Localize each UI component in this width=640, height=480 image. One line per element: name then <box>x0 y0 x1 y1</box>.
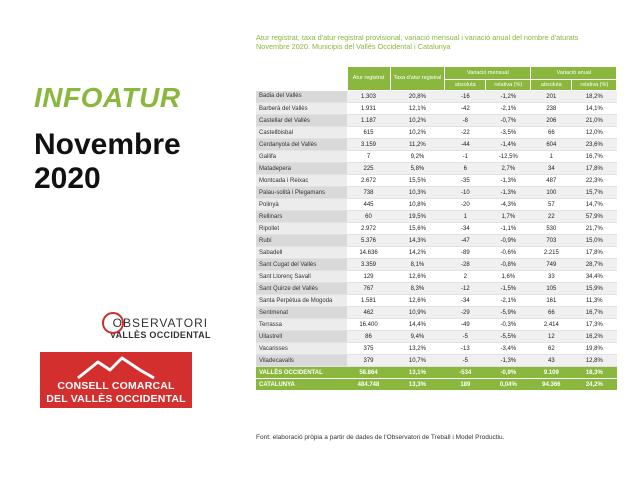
value-cell: -8 <box>445 115 486 127</box>
value-cell: 23,6% <box>572 139 617 151</box>
value-cell: -4,3% <box>486 199 531 211</box>
value-cell: 18,3% <box>572 367 617 379</box>
value-cell: 5.376 <box>347 235 390 247</box>
municipality-cell: Rubí <box>256 235 347 247</box>
value-cell: 484.748 <box>347 379 390 391</box>
municipality-cell: CATALUNYA <box>256 379 347 391</box>
value-cell: 379 <box>347 355 390 367</box>
value-cell: -2,1% <box>486 295 531 307</box>
value-cell: 2.215 <box>531 247 572 259</box>
municipality-cell: Gallifa <box>256 151 347 163</box>
value-cell: -1,3% <box>486 175 531 187</box>
value-cell: 22,3% <box>572 175 617 187</box>
municipality-cell: Sabadell <box>256 247 347 259</box>
value-cell: 9,4% <box>390 331 445 343</box>
table-row <box>256 127 617 139</box>
value-cell: 225 <box>347 163 390 175</box>
municipality-cell: Sentmenat <box>256 307 347 319</box>
value-cell: -1,4% <box>486 139 531 151</box>
header-anual-absoluta: absoluta <box>531 80 572 91</box>
value-cell: 738 <box>347 187 390 199</box>
value-cell: 13,3% <box>390 379 445 391</box>
value-cell: 1 <box>445 211 486 223</box>
value-cell: -5,5% <box>486 331 531 343</box>
value-cell: 12 <box>531 331 572 343</box>
value-cell: -1 <box>445 151 486 163</box>
value-cell: 8,3% <box>390 283 445 295</box>
table-row <box>256 115 617 127</box>
value-cell: 10,8% <box>390 199 445 211</box>
consell-logo-line1: CONSELL COMARCAL <box>57 380 175 392</box>
value-cell: 15,0% <box>572 235 617 247</box>
value-cell: -0,6% <box>486 247 531 259</box>
table-row <box>256 259 617 271</box>
value-cell: 17,8% <box>572 247 617 259</box>
value-cell: 15,6% <box>390 223 445 235</box>
value-cell: 5,8% <box>390 163 445 175</box>
value-cell: 703 <box>531 235 572 247</box>
value-cell: 22 <box>531 211 572 223</box>
value-cell: -3,5% <box>486 127 531 139</box>
report-month: Novembre <box>34 128 181 161</box>
table-row <box>256 175 617 187</box>
table-row <box>256 307 617 319</box>
value-cell: 767 <box>347 283 390 295</box>
value-cell: 11,2% <box>390 139 445 151</box>
value-cell: 100 <box>531 187 572 199</box>
value-cell: 18,2% <box>572 91 617 103</box>
value-cell: -20 <box>445 199 486 211</box>
value-cell: 12,0% <box>572 127 617 139</box>
observatori-logo <box>110 316 211 340</box>
table-title <box>256 33 616 51</box>
value-cell: -12 <box>445 283 486 295</box>
value-cell: 21,7% <box>572 223 617 235</box>
header-var-mensual: Variació mensual <box>445 67 531 80</box>
table-row <box>256 139 617 151</box>
value-cell: -49 <box>445 319 486 331</box>
value-cell: 12,6% <box>390 271 445 283</box>
table-total-row <box>256 367 617 379</box>
municipality-cell: Sant Cugat del Vallès <box>256 259 347 271</box>
municipality-cell: Ripollet <box>256 223 347 235</box>
value-cell: 19,8% <box>572 343 617 355</box>
value-cell: 7 <box>347 151 390 163</box>
value-cell: -44 <box>445 139 486 151</box>
value-cell: 604 <box>531 139 572 151</box>
municipality-cell: Rellinars <box>256 211 347 223</box>
header-taxa: Taxa d'atur registral <box>390 67 445 91</box>
table-row <box>256 199 617 211</box>
value-cell: 17,8% <box>572 163 617 175</box>
value-cell: -12,5% <box>486 151 531 163</box>
value-cell: -0,3% <box>486 319 531 331</box>
value-cell: 16,7% <box>572 307 617 319</box>
value-cell: 15,5% <box>390 175 445 187</box>
table-row <box>256 283 617 295</box>
value-cell: 86 <box>347 331 390 343</box>
table-title-line1: Atur registrat, taxa d'atur registral provisional, variació mensual i variació anual del nombre d'aturats <box>256 33 579 42</box>
table-row <box>256 355 617 367</box>
value-cell: 60 <box>347 211 390 223</box>
value-cell: 28,7% <box>572 259 617 271</box>
municipality-cell: Viladecavalls <box>256 355 347 367</box>
value-cell: 33 <box>531 271 572 283</box>
table-row <box>256 91 617 103</box>
value-cell: 206 <box>531 115 572 127</box>
value-cell: 10,2% <box>390 127 445 139</box>
value-cell: 17,3% <box>572 319 617 331</box>
value-cell: 14,4% <box>390 319 445 331</box>
value-cell: 16,7% <box>572 151 617 163</box>
value-cell: 445 <box>347 199 390 211</box>
value-cell: 2.672 <box>347 175 390 187</box>
value-cell: 615 <box>347 127 390 139</box>
value-cell: 749 <box>531 259 572 271</box>
value-cell: 24,2% <box>572 379 617 391</box>
value-cell: 57 <box>531 199 572 211</box>
value-cell: 21,0% <box>572 115 617 127</box>
value-cell: 43 <box>531 355 572 367</box>
value-cell: -3,4% <box>486 343 531 355</box>
source-note: Font: elaboració pròpia a partir de dades de l'Observatori de Treball i Model Productiu. <box>256 434 505 441</box>
value-cell: -0,8% <box>486 259 531 271</box>
value-cell: 462 <box>347 307 390 319</box>
value-cell: 12,6% <box>390 295 445 307</box>
consell-comarcal-logo <box>40 352 192 408</box>
table-title-line2: Novembre 2020. Municipis del Vallès Occidental i Catalunya <box>256 42 451 51</box>
value-cell: -1,5% <box>486 283 531 295</box>
value-cell: -35 <box>445 175 486 187</box>
table-row <box>256 295 617 307</box>
value-cell: 34 <box>531 163 572 175</box>
table-row <box>256 223 617 235</box>
value-cell: 375 <box>347 343 390 355</box>
value-cell: -22 <box>445 127 486 139</box>
value-cell: -5 <box>445 331 486 343</box>
value-cell: 2 <box>445 271 486 283</box>
value-cell: -534 <box>445 367 486 379</box>
value-cell: 1.581 <box>347 295 390 307</box>
value-cell: -16 <box>445 91 486 103</box>
value-cell: 238 <box>531 103 572 115</box>
value-cell: -5,9% <box>486 307 531 319</box>
value-cell: 16,2% <box>572 331 617 343</box>
value-cell: -1,3% <box>486 355 531 367</box>
value-cell: 19,5% <box>390 211 445 223</box>
value-cell: -5 <box>445 355 486 367</box>
value-cell: -0,7% <box>486 115 531 127</box>
value-cell: 14,3% <box>390 235 445 247</box>
value-cell: 1.187 <box>347 115 390 127</box>
value-cell: 15,9% <box>572 283 617 295</box>
value-cell: 9.109 <box>531 367 572 379</box>
value-cell: 105 <box>531 283 572 295</box>
table-row <box>256 211 617 223</box>
municipality-cell: Palau-solità i Plegamans <box>256 187 347 199</box>
unemployment-table <box>256 66 617 391</box>
value-cell: 3.159 <box>347 139 390 151</box>
value-cell: 1,6% <box>486 271 531 283</box>
value-cell: 14,2% <box>390 247 445 259</box>
value-cell: 58.864 <box>347 367 390 379</box>
value-cell: -34 <box>445 295 486 307</box>
value-cell: 3.359 <box>347 259 390 271</box>
municipality-cell: Terrassa <box>256 319 347 331</box>
table-row <box>256 271 617 283</box>
header-mensual-relativa: relativa (%) <box>486 80 531 91</box>
value-cell: -1,1% <box>486 223 531 235</box>
municipality-cell: Castellar del Vallès <box>256 115 347 127</box>
value-cell: -1,3% <box>486 187 531 199</box>
value-cell: 9,2% <box>390 151 445 163</box>
value-cell: 15,7% <box>572 187 617 199</box>
municipality-cell: Sant Quirze del Vallès <box>256 283 347 295</box>
value-cell: -2,1% <box>486 103 531 115</box>
observatori-logo-line1: OBSERVATORI <box>112 316 209 330</box>
observatori-ring-icon <box>102 312 124 334</box>
value-cell: -42 <box>445 103 486 115</box>
value-cell: 66 <box>531 307 572 319</box>
value-cell: 34,4% <box>572 271 617 283</box>
municipality-cell: Vacarisses <box>256 343 347 355</box>
value-cell: 14,1% <box>572 103 617 115</box>
value-cell: 1 <box>531 151 572 163</box>
value-cell: 12,8% <box>572 355 617 367</box>
value-cell: 2.414 <box>531 319 572 331</box>
municipality-cell: Polinyà <box>256 199 347 211</box>
value-cell: 10,9% <box>390 307 445 319</box>
value-cell: 201 <box>531 91 572 103</box>
value-cell: 0,04% <box>486 379 531 391</box>
value-cell: 530 <box>531 223 572 235</box>
value-cell: 2,7% <box>486 163 531 175</box>
observatori-logo-line2: VALLÈS OCCIDENTAL <box>110 330 211 340</box>
value-cell: -89 <box>445 247 486 259</box>
value-cell: -10 <box>445 187 486 199</box>
value-cell: 10,3% <box>390 187 445 199</box>
table-row <box>256 319 617 331</box>
value-cell: 16.400 <box>347 319 390 331</box>
municipality-cell: Badia del Vallès <box>256 91 347 103</box>
value-cell: 2.972 <box>347 223 390 235</box>
value-cell: 94.366 <box>531 379 572 391</box>
table-row <box>256 187 617 199</box>
value-cell: 11,3% <box>572 295 617 307</box>
municipality-cell: VALLÈS OCCIDENTAL <box>256 367 347 379</box>
value-cell: 10,7% <box>390 355 445 367</box>
municipality-cell: Barberà del Vallès <box>256 103 347 115</box>
mountain-icon <box>40 352 192 382</box>
municipality-cell: Montcada i Reixac <box>256 175 347 187</box>
value-cell: -0,9% <box>486 367 531 379</box>
value-cell: 161 <box>531 295 572 307</box>
table-row <box>256 247 617 259</box>
value-cell: -28 <box>445 259 486 271</box>
table-row <box>256 331 617 343</box>
value-cell: -1,2% <box>486 91 531 103</box>
table-row <box>256 343 617 355</box>
value-cell: 66 <box>531 127 572 139</box>
value-cell: -13 <box>445 343 486 355</box>
report-year: 2020 <box>34 162 101 195</box>
municipality-cell: Sant Llorenç Savall <box>256 271 347 283</box>
value-cell: 20,8% <box>390 91 445 103</box>
header-var-anual: Variació anual <box>531 67 617 80</box>
value-cell: 1.931 <box>347 103 390 115</box>
value-cell: 57,9% <box>572 211 617 223</box>
value-cell: 12,1% <box>390 103 445 115</box>
value-cell: 13,2% <box>390 343 445 355</box>
consell-logo-line2: DEL VALLÈS OCCIDENTAL <box>46 393 186 405</box>
header-blank <box>256 67 347 91</box>
table-row <box>256 163 617 175</box>
value-cell: 14,7% <box>572 199 617 211</box>
report-period <box>34 128 181 196</box>
table-total-row <box>256 379 617 391</box>
value-cell: 14.636 <box>347 247 390 259</box>
value-cell: -34 <box>445 223 486 235</box>
value-cell: 13,1% <box>390 367 445 379</box>
municipality-cell: Santa Perpètua de Mogoda <box>256 295 347 307</box>
header-anual-relativa: relativa (%) <box>572 80 617 91</box>
value-cell: 62 <box>531 343 572 355</box>
value-cell: -0,9% <box>486 235 531 247</box>
value-cell: 487 <box>531 175 572 187</box>
header-atur: Atur registrat <box>347 67 390 91</box>
municipality-cell: Castellbisbal <box>256 127 347 139</box>
table-row <box>256 103 617 115</box>
value-cell: 1.303 <box>347 91 390 103</box>
value-cell: 6 <box>445 163 486 175</box>
value-cell: 129 <box>347 271 390 283</box>
table-row <box>256 235 617 247</box>
municipality-cell: Cerdanyola del Vallès <box>256 139 347 151</box>
value-cell: 1,7% <box>486 211 531 223</box>
table-row <box>256 151 617 163</box>
value-cell: 8,1% <box>390 259 445 271</box>
municipality-cell: Ullastrell <box>256 331 347 343</box>
infoatur-heading: INFOATUR <box>34 82 181 113</box>
municipality-cell: Matadepera <box>256 163 347 175</box>
value-cell: -29 <box>445 307 486 319</box>
header-mensual-absoluta: absoluta <box>445 80 486 91</box>
value-cell: 10,2% <box>390 115 445 127</box>
value-cell: 189 <box>445 379 486 391</box>
value-cell: -47 <box>445 235 486 247</box>
